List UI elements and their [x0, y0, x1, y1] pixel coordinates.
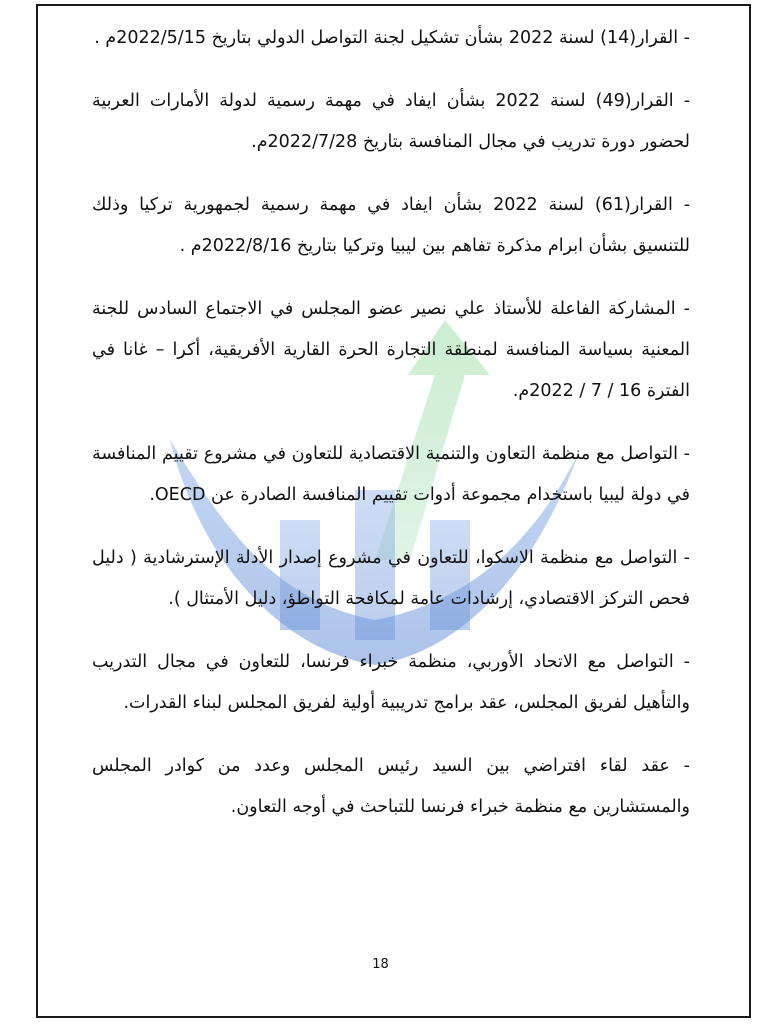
- document-body: [92, 18, 690, 850]
- paragraph-eu-expertise-france: - التواصل مع الاتحاد الأوربي، منظمة خبراء فرنسا، للتعاون في مجال التدريب والتأهيل لفريق المجلس، عقد برامج تدريبية أولية لفريق المجلس لبناء القدرات.: [92, 652, 690, 713]
- paragraph-decision-61: - القرار(61) لسنة 2022 بشأن ايفاد في مهمة رسمية لجمهورية تركيا وذلك للتنسيق بشأن ابرام مذكرة تفاهم بين ليبيا وتركيا بتاريخ 2022/8/16م .: [92, 195, 691, 256]
- page-number: 18: [372, 957, 389, 972]
- paragraph-decision-14: - القرار(14) لسنة 2022 بشأن تشكيل لجنة التواصل الدولي بتاريخ 2022/5/15م .: [94, 28, 690, 48]
- paragraph-afcfta-meeting: - المشاركة الفاعلة للأستاذ علي نصير عضو المجلس في الاجتماع السادس للجنة المعنية بسياسة المنافسة لمنطقة التجارة الحرة القارية الأفريقية، أكرا – غانا في الفترة 16 / 7 / 2022م.: [92, 299, 690, 401]
- paragraph-decision-49: - القرار(49) لسنة 2022 بشأن ايفاد في مهمة رسمية لدولة الأمارات العربية لحضور دورة تدريب في مجال المنافسة بتاريخ 2022/7/28م.: [92, 91, 691, 152]
- paragraph-oecd: - التواصل مع منظمة التعاون والتنمية الاقتصادية للتعاون في مشروع تقييم المنافسة في دولة ليبيا باستخدام مجموعة أدوات تقييم المنافسة الصادرة عن OECD.: [92, 444, 690, 505]
- paragraph-escwa: - التواصل مع منظمة الاسكوا، للتعاون في مشروع إصدار الأدلة الإسترشادية ( دليل فحص التركز الاقتصادي، إرشادات عامة لمكافحة التواطؤ، دليل الأمتثال ).: [92, 548, 690, 609]
- paragraph-virtual-meeting: - عقد لقاء افتراضي بين السيد رئيس المجلس وعدد من كوادر المجلس والمستشارين مع منظمة خبراء فرنسا للتباحث في أوجه التعاون.: [92, 756, 690, 817]
